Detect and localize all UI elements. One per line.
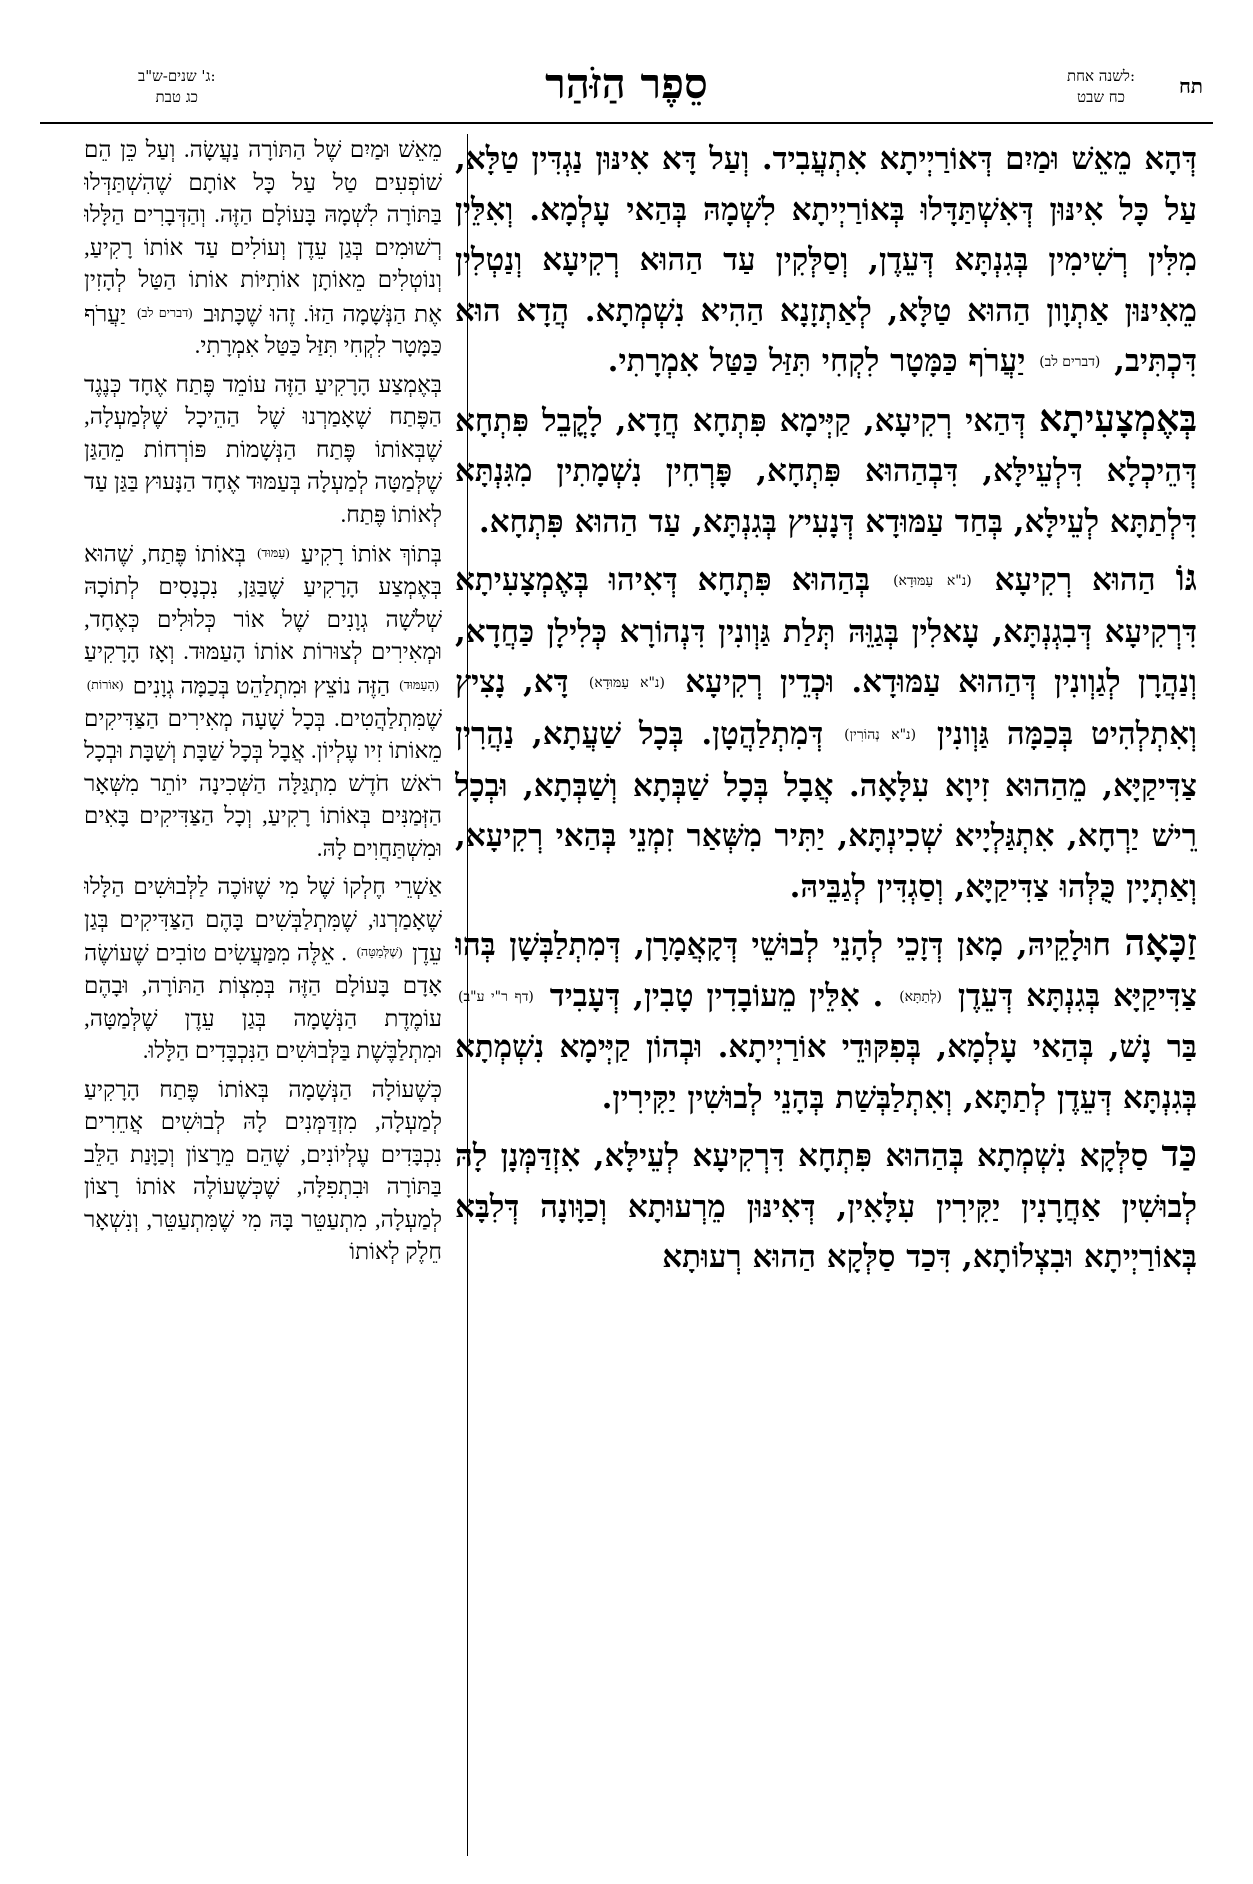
main-p4-reference-1: (לְתַתָּא): [899, 988, 942, 1005]
header-left-info: [138, 66, 216, 108]
main-paragraph-5: [455, 1129, 1197, 1283]
header-left-line2: כג טבת: [155, 88, 198, 106]
side-p4-text-b: . אֵלֶּה מִמַּעֲשִׂים טוֹבִים שֶׁעוֹשֶׂה אָדָם בָּעוֹלָם הַזֶּה בְּמִצְוֹת הַתּוֹרָה, וּבָהֶם עוֹמֶדֶת הַנְּשָׁמָה בְּגַן עֵדֶן שֶׁלְּמַטָּה, וּמִתְלַבֶּשֶׁת בַּלְּבוּשִׁים הַנִּכְבָּדִים הַלָּלוּ.: [84, 940, 442, 1064]
hebrew-translation-column: [84, 134, 442, 1856]
header-left-line1: ג' שנים-ש"ב:: [138, 67, 216, 85]
main-p1-reference: (דברים לב): [1039, 354, 1101, 371]
main-paragraph-4: [455, 918, 1197, 1123]
header-right-line2: כח שבט: [1077, 88, 1125, 106]
main-p4-text-b: . אִלֵּין מֵעוֹבָדִין טָבִין, דְּעָבִיד: [549, 977, 884, 1014]
main-p4-lead: זַכָּאָה: [1124, 921, 1197, 964]
side-p4-reference: (שֶׁלְּמַטָּה): [356, 945, 403, 960]
main-p3-reference-1: (נ"א עַמּוּדָא): [893, 573, 972, 590]
side-p3-reference-2: (הָעַמּוּד): [399, 677, 440, 692]
side-p4-text-a: אַשְׁרֵי חֶלְקוֹ שֶׁל מִי שֶׁזּוֹכֶה לַלְּבוּשִׁים הַלָּלוּ שֶׁאָמַרְנוּ, שֶׁמִּתְלַבְּשִׁים בָּהֶם הַצַּדִּיקִים בְּגַן עֵדֶן: [84, 874, 442, 966]
side-p3-text-a: בְּתוֹךְ אוֹתוֹ רָקִיעַ: [300, 541, 442, 567]
main-p3-text-d: דְּמִתְלַהֲטָן. בְּכָל שַׁעֲתָא, נַהֲרִין צַדִּיקַיָּא, מֵהַהוּא זִיוָא עִלָּאָה. אֲבָל בְּכָל שַׁבְּתָא וְשַׁבְּתָא, וּבְכָל רֵישׁ יַרְחָא, אִתְגַּלְיָיא שְׁכִינְתָּא, יַתִּיר מִשְּׁאַר זִמְנֵי בְּהַאי רְקִיעָא, וְאַתְיָין כֻּלְּהוּ צַדִּיקַיָּא, וְסַגְדִּין לְגַבֵּיהּ.: [455, 715, 1197, 905]
main-paragraph-3: [455, 553, 1197, 912]
side-paragraph-2: [84, 369, 442, 532]
main-aramaic-column: [455, 134, 1197, 1856]
main-p3-text-b: בְּהַהוּא פִּתְחָא דְּאִיהוּ בְּאֶמְצָעִיתָא דִּרְקִיעָא דְּבִגְנְתָּא, עָאלִין בְּגַוֵּהּ תְּלַת גַּוְונִין דִּנְהוֹרָא כְּלִילָן כַּחֲדָא, וְנַהֲרָן לְגַוְונִין דְּהַהוּא עַמּוּדָא. וּכְדֵין רְקִיעָא: [455, 562, 1197, 701]
side-p3-text-d: שֶׁמִּתְלַהֲטִים. בְּכָל שָׁעָה מְאִירִים הַצַּדִּיקִים מֵאוֹתוֹ זִיו עֶלְיוֹן. אֲבָל בְּכָל שַׁבָּת וְשַׁבָּת וּבְכָל רֹאשׁ חֹדֶשׁ מִתְגַּלָּה הַשְּׁכִינָה יוֹתֵר מִשְּׁאָר הַזְּמַנִּים בְּאוֹתוֹ רָקִיעַ, וְכָל הַצַּדִּיקִים בָּאִים וּמִשְׁתַּחֲוִים לָהּ.: [84, 705, 442, 861]
main-p4-reference-2: (דף ר"י ע"ב): [458, 988, 534, 1005]
main-p2-lead: בְּאֶמְצָעִיתָא: [1038, 396, 1197, 440]
main-p4-text-a: חוּלָקֵיהּ, מָאן דְּזָכֵי לְהָנֵי לְבוּשֵׁי דְּקָאֲמָרָן, דְּמִתְלַבְּשָׁן בְּהוּ צַדִּיקַיָּא בְּגִנְתָּא דְּעֵדֶן: [455, 927, 1197, 1014]
side-p5-text: כְּשֶׁעוֹלָה הַנְּשָׁמָה בְּאוֹתוֹ פֶּתַח הָרָקִיעַ לְמַעְלָה, מִזְדַּמְּנִים לָהּ לְבוּשִׁים אֲחֵרִים נִכְבָּדִים עֶלְיוֹנִים, שֶׁהֵם מֵרָצוֹן וְכַוָּנַת הַלֵּב בַּתּוֹרָה וּבִתְפִלָּה, שֶׁכְּשֶׁעוֹלֶה אוֹתוֹ רָצוֹן לְמַעְלָה, מִתְעַטֵּר בָּהּ מִי שֶׁמִּתְעַטֵּר, וְנִשְׁאָר חֵלֶק לְאוֹתוֹ: [84, 1076, 442, 1265]
main-p3-reference-2: (נ"א עַמּוּדָא): [588, 675, 665, 692]
side-p3-text-c: הַזֶּה נוֹצֵץ וּמִתְלַהֵט בְּכַמָּה גְוָנִים: [132, 673, 391, 699]
main-paragraph-2: [455, 394, 1197, 548]
side-paragraph-3: [84, 537, 442, 865]
main-p3-reference-3: (נ"א נְהוֹרִין): [844, 727, 917, 743]
main-p5-text: סַלְּקָא נִשְׁמְתָא בְּהַהוּא פִּתְחָא דִּרְקִיעָא לְעֵילָּא, אִזְדַּמְּנָן לָהּ לְבוּשִׁין אַחֲרָנִין יַקִּירִין עִלָּאִין, דְּאִינּוּן מֵרְעוּתָא וְכַוָּונָה דְּלִבָּא בְּאוֹרַיְיתָא וּבִצְלוֹתָא, דִּכַד סַלְּקָא הַהוּא רְעוּתָא: [455, 1138, 1197, 1276]
header-rule: [40, 122, 1213, 124]
side-p3-text-b: בְּאוֹתוֹ פֶּתַח, שֶׁהוּא בְּאֶמְצַע הָרָקִיעַ שֶׁבַּגַּן, נִכְנָסִים לְתוֹכָהּ שְׁלֹשָׁה גְוָנִים שֶׁל אוֹר כְּלוּלִים כְּאֶחָד, וּמְאִירִים לְצוּרוֹת אוֹתוֹ הָעַמּוּד. וְאָז הָרָקִיעַ: [84, 541, 442, 665]
side-p3-reference-3: (אוֹרוֹת): [87, 677, 124, 692]
side-p1-reference: (דברים לב): [137, 305, 193, 320]
side-paragraph-5: [84, 1074, 442, 1269]
main-p1-end: יַעֲרֹף כַּמָּטָר לִקְחִי תִּזַּל כַּטַּל אִמְרָתִי.: [607, 343, 1026, 379]
main-p4-text-c: בַּר נָשׁ, בְּהַאי עָלְמָא, בְּפִקּוּדֵי אוֹרַיְיתָא. וּבְהוֹן קַיְּימָא נִשְׁמְתָא בְּגִנְתָּא דְּעֵדֶן לְתַתָּא, וְאִתְלַבְּשַׁת בְּהָנֵי לְבוּשִׁין יַקִּירִין.: [455, 1029, 1197, 1116]
header-right-line1: לשנה אחת:: [1067, 67, 1135, 85]
book-title: סֵפֶר הַזֹּהַר: [545, 59, 708, 108]
main-p3-text-c: דָּא, נָצִיץ וְאִתְלְהִיט בְּכַמָּה גַּוְונִין: [455, 664, 1197, 752]
main-p3-text-a: הַהוּא רְקִיעָא: [994, 562, 1156, 599]
main-p5-lead: כַּד: [1161, 1132, 1197, 1176]
side-p3-reference-1: (עַמּוּד): [257, 546, 290, 561]
main-p3-lead: גּוֹ: [1175, 556, 1197, 600]
main-p2-text: דְּהַאי רְקִיעָא, קַיְּימָא פִּתְחָא חֲדָא, לָקֳבֵל פִּתְחָא דְּהֵיכְלָא דִּלְעֵילָּא, דִּבְהַהוּא פִּתְחָא, פָּרְחִין נִשְׁמָתִין מִגִּנְתָּא דִּלְתַתָּא לְעֵילָּא, בְּחַד עַמּוּדָא דְּנָעִיץ בְּגִנְתָּא, עַד הַהוּא פִּתְחָא.: [455, 402, 1197, 540]
side-p2-text: בְּאֶמְצַע הָרָקִיעַ הַזֶּה עוֹמֵד פֶּתַח אֶחָד כְּנֶגֶד הַפֶּתַח שֶׁאָמַרְנוּ שֶׁל הַהֵיכָל שֶׁלְּמַעְלָה, שֶׁבְּאוֹתוֹ פֶּתַח הַנְּשָׁמוֹת פּוֹרְחוֹת מֵהַגַּן שֶׁלְּמַטָּה לְמַעְלָה בְּעַמּוּד אֶחָד הַנָּעוּץ בַּגַּן עַד לְאוֹתוֹ פֶּתַח.: [84, 371, 442, 527]
main-paragraph-1: [455, 134, 1197, 388]
side-paragraph-4: [84, 871, 442, 1067]
side-p1-end: יַעֲרֹף כַּמָּטָר לִקְחִי תִּזַּל כַּטַּל אִמְרָתִי.: [84, 300, 442, 359]
side-p1-text: מֵאֵשׁ וּמַיִם שֶׁל הַתּוֹרָה נַעֲשָׂה. וְעַל כֵּן הֵם שׁוֹפְעִים טַל עַל כָּל אוֹתָם שֶׁהִשְׁתַּדְּלוּ בַּתּוֹרָה לִשְׁמָהּ בָּעוֹלָם הַזֶּה. וְהַדְּבָרִים הַלָּלוּ רְשׁוּמִים בְּגַן עֵדֶן וְעוֹלִים עַד אוֹתוֹ רָקִיעַ, וְנוֹטְלִים מֵאוֹתָן אוֹתִיּוֹת אוֹתוֹ הַטַּל לְהָזִין אֶת הַנְּשָׁמָה הַזּוֹ. זֶהוּ שֶׁכָּתוּב: [84, 137, 442, 326]
main-p1-text: דְּהָא מֵאֵשׁ וּמַיִם דְּאוֹרַיְיתָא אִתְעֲבִיד. וְעַל דָּא אִינּוּן נַגְדִּין טַלָּא, עַל כָּל אִינּוּן דְּאִשְׁתַּדָּלוּ בְּאוֹרַיְיתָא לִשְׁמָהּ בְּהַאי עָלְמָא. וְאִלֵּין מִלִּין רְשִׁימִין בְּגִנְתָּא דְּעֵדֶן, וְסַלְּקִין עַד הַהוּא רְקִיעָא וְנַטְלִין מֵאִינּוּן אַתְוָון הַהוּא טַלָּא, לְאַתְזָנָא הַהִיא נִשְׁמְתָא. הֲדָא הוּא דִּכְתִּיב,: [455, 141, 1197, 379]
page-header: [40, 58, 1213, 128]
column-divider: [467, 134, 468, 1856]
page-number: תח: [1178, 74, 1203, 98]
side-paragraph-1: [84, 134, 442, 363]
